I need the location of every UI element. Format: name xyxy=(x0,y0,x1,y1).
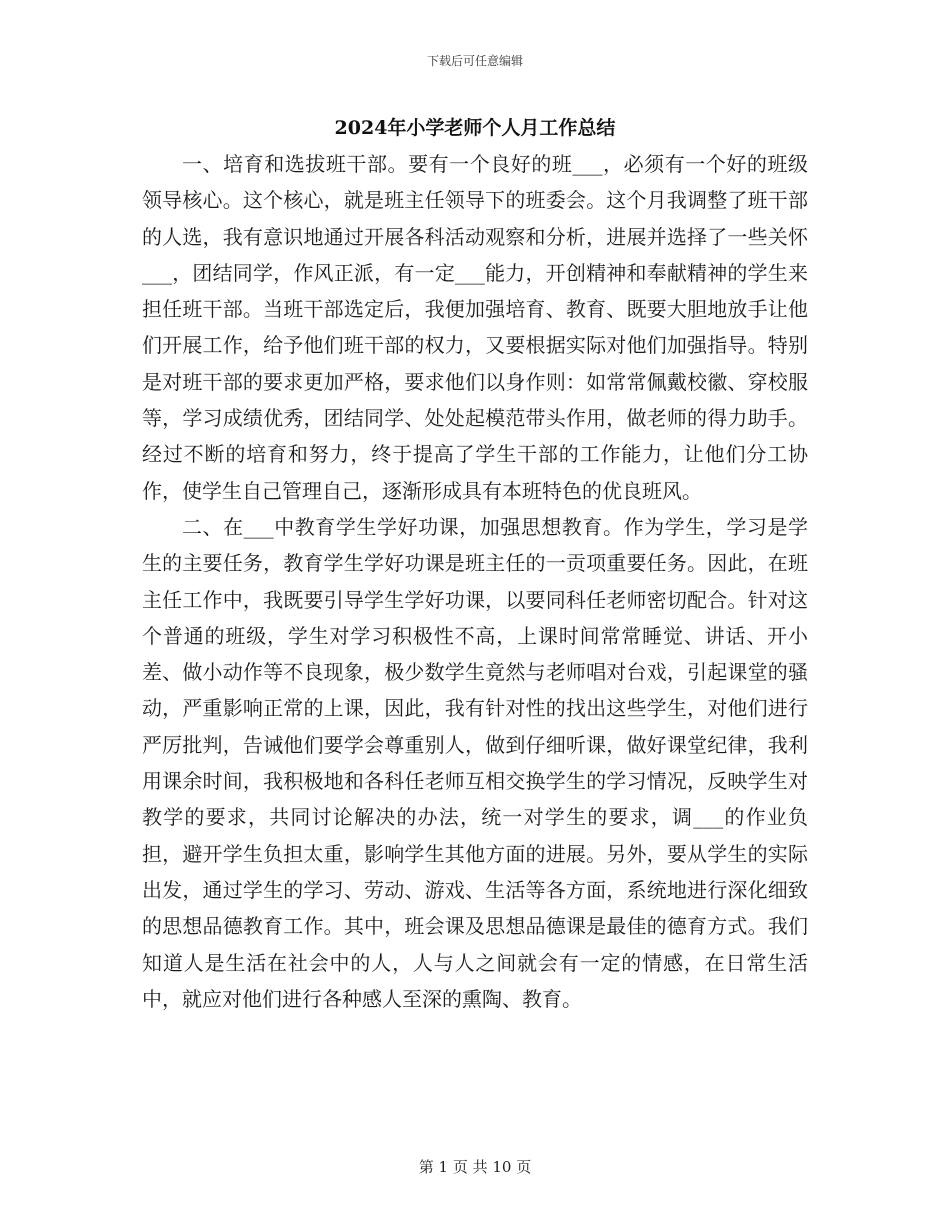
document-title: 2024年小学老师个人月工作总结 xyxy=(334,117,616,139)
paragraph-2: 二、在___中教育学生学好功课，加强思想教育。作为学生，学习是学生的主要任务，教育学生学好功课是班主任的一贡项重要任务。因此，在班主任工作中，我既要引导学生学好功课，以要同科任老师密切配合。针对这个普通的班级，学生对学习积极性不高，上课时间常常睡觉、讲话、开小差、做小动作等不良现象，极少数学生竟然与老师唱对台戏，引起课堂的骚动，严重影响正常的上课，因此，我有针对性的找出这些学生，对他们进行严厉批判，告诫他们要学会尊重别人，做到仔细听课，做好课堂纪律，我利用课余时间，我积极地和各科任老师互相交换学生的学习情况，反映学生对教学的要求，共同讨论解决的办法，统一对学生的要求，调___的作业负担，避开学生负担太重，影响学生其他方面的进展。另外，要从学生的实际出发，通过学生的学习、劳动、游戏、生活等各方面，系统地进行深化细致的思想品德教育工作。其中，班会课及思想品德课是最佳的德育方式。我们知道人是生活在社会中的人，人与人之间就会有一定的情感，在日常生活中，就应对他们进行各种感人至深的熏陶、教育。 xyxy=(142,514,808,1011)
header-note: 下载后可任意编辑 xyxy=(426,54,523,68)
page-number: 第 1 页 共 10 页 xyxy=(418,1158,532,1176)
document-body xyxy=(142,146,808,1017)
paragraph-1: 一、培育和选拔班干部。要有一个良好的班___，必须有一个好的班级领导核心。这个核心，就是班主任领导下的班委会。这个月我调整了班干部的人选，我有意识地通过开展各科活动观察和分析，进展并选择了一些关怀___，团结同学，作风正派，有一定___能力，开创精神和奉献精神的学生来担任班干部。当班干部选定后，我便加强培育、教育、既要大胆地放手让他们开展工作，给予他们班干部的权力，又要根据实际对他们加强指导。特别是对班干部的要求更加严格，要求他们以身作则：如常常佩戴校徽、穿校服等，学习成绩优秀，团结同学、处处起模范带头作用，做老师的得力助手。经过不断的培育和努力，终于提高了学生干部的工作能力，让他们分工协作，使学生自己管理自己，逐渐形成具有本班特色的优良班风。 xyxy=(142,152,808,503)
